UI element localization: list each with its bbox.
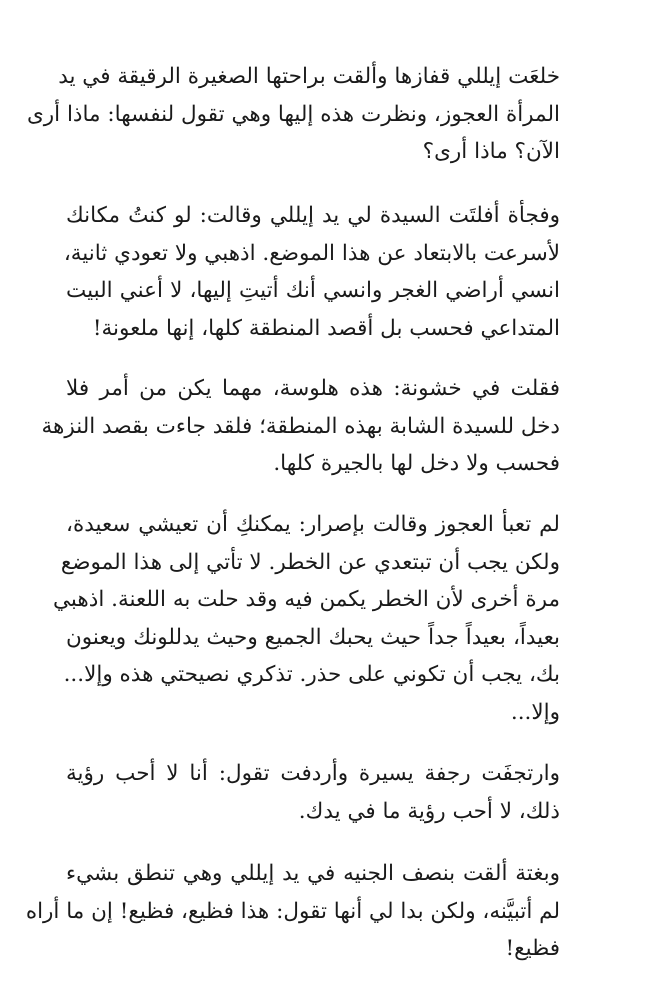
text-line: لم تعبأ العجوز وقالت بإصرار: يمكنكِ أن تعيشي سعيدة، xyxy=(66,512,560,537)
text-line: المتداعي فحسب بل أقصد المنطقة كلها، إنها ملعونة! xyxy=(92,315,560,341)
text-line: بعيداً، بعيداً جداً حيث يحبك الجميع وحيث يدللونك ويعنون xyxy=(66,624,560,650)
text-line: فقلت في خشونة: هذه هلوسة، مهما يكن من أمر فلا xyxy=(66,376,560,401)
text-line: المرأة العجوز، ونظرت هذه إليها وهي تقول لنفسها: ماذا أرى xyxy=(26,101,560,127)
text-line: وإلا... xyxy=(510,699,560,725)
text-line: بك، يجب أن تكوني على حذر. تذكري نصيحتي هذه وإلا... xyxy=(63,662,560,687)
text-line: وارتجفَت رجفة يسيرة وأردفت تقول: أنا لا أحب رؤية xyxy=(66,761,560,786)
paragraph-3 xyxy=(41,370,586,483)
paragraph-4 xyxy=(53,506,586,731)
text-line: دخل للسيدة الشابة بهذه المنطقة؛ فلقد جاءت بقصد النزهة xyxy=(41,413,560,439)
text-line: فحسب ولا دخل لها بالجيرة كلها. xyxy=(273,451,560,476)
paragraph-6 xyxy=(25,855,586,968)
text-line: ذلك، لا أحب رؤية ما في يدك. xyxy=(298,798,560,824)
text-line: لم أتبيَّنه، ولكن بدا لي أنها تقول: هذا فظيع، فظيع! إن ما أراه xyxy=(25,898,560,924)
text-line: وبغتة ألقت بنصف الجنيه في يد إيللي وهي تنطق بشيء xyxy=(66,861,560,886)
text-line: فظيع! xyxy=(505,936,560,961)
text-line: ولكن يجب أن تبتعدي عن الخطر. لا تأتي إلى هذا الموضع xyxy=(60,549,560,575)
paragraph-1 xyxy=(26,58,586,171)
paragraph-2 xyxy=(63,197,586,347)
text-line: الآن؟ ماذا أرى؟ xyxy=(422,139,560,164)
paragraph-5 xyxy=(66,755,586,830)
text-line: مرة أخرى لأن الخطر يكمن فيه وقد حلت به اللعنة. اذهبي xyxy=(53,587,560,612)
text-line: وفجأة أفلتَت السيدة لي يد إيللي وقالت: لو كنتُ مكانك xyxy=(66,203,560,228)
text-line: انسي أراضي الغجر وانسي أنك أتيتِ إليها، لا أعني البيت xyxy=(66,278,560,303)
text-line: خلعَت إيللي قفازها وألقت براحتها الصغيرة الرقيقة في يد xyxy=(58,64,560,89)
text-line: لأسرعت بالابتعاد عن هذا الموضع. اذهبي ولا تعودي ثانية، xyxy=(63,240,560,266)
book-page xyxy=(25,0,586,1000)
